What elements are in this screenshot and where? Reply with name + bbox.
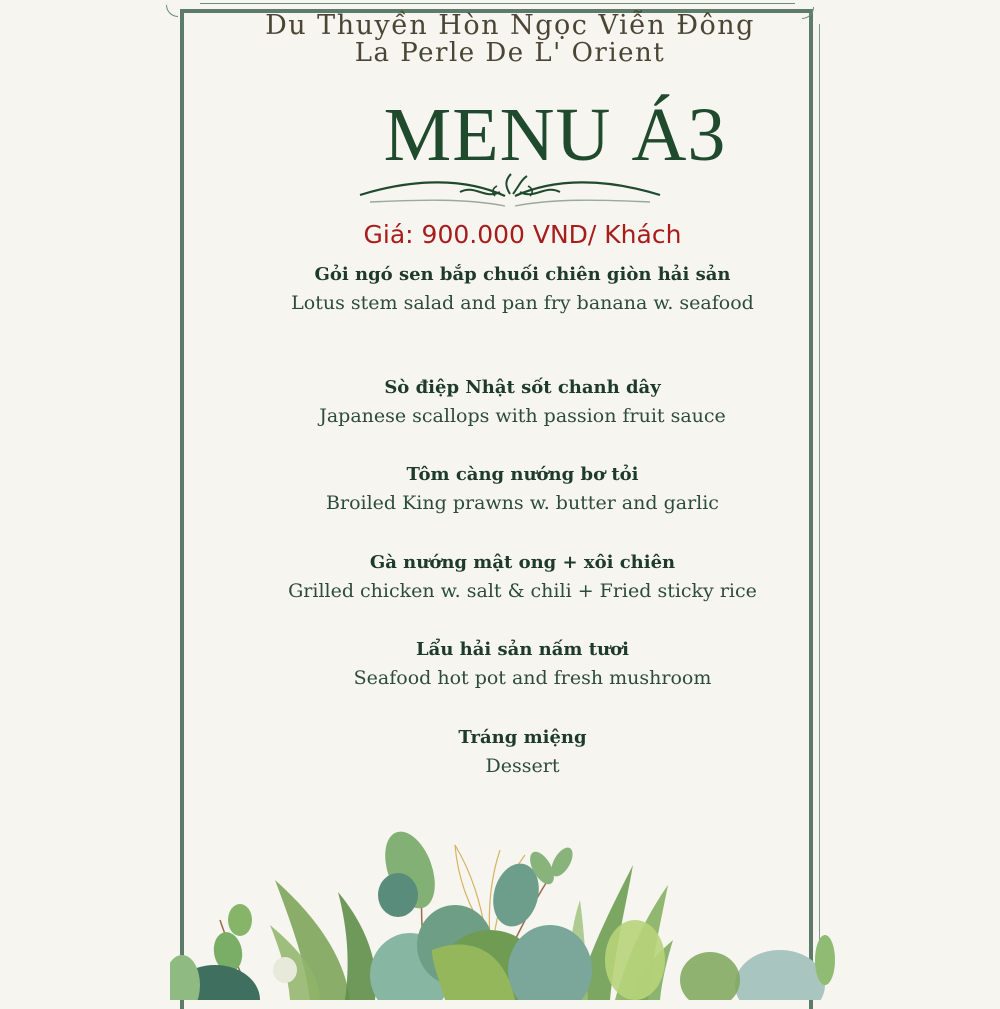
dish-name-vn: Gỏi ngó sen bắp chuối chiên giòn hải sản: [314, 264, 731, 285]
dish-name-en: Seafood hot pot and fresh mushroom: [353, 667, 712, 689]
brand-name-french: La Perle De L' Orient: [354, 38, 666, 68]
dish-item: [0, 637, 1000, 693]
dish-name-vn: Lẩu hải sản nấm tươi: [416, 639, 629, 660]
dish-item: [0, 550, 1000, 606]
frame-top-thin-line: [200, 3, 795, 4]
dish-name-en: Grilled chicken w. salt & chili + Fried sticky rice: [288, 580, 757, 602]
dish-name-vn: Gà nướng mật ong + xôi chiên: [369, 552, 676, 573]
flourish-divider-icon: [355, 170, 665, 210]
eucalyptus-foliage-icon: [170, 800, 840, 1000]
dish-item: [0, 375, 1000, 431]
dish-item: [0, 262, 1000, 318]
brand-name-vietnamese: Du Thuyền Hòn Ngọc Viễn Đông: [265, 10, 755, 41]
menu-title: MENU Á3: [383, 93, 727, 177]
dish-name-en: Lotus stem salad and pan fry banana w. seafood: [291, 292, 754, 314]
dish-item: [0, 462, 1000, 518]
dish-item: [0, 725, 1000, 781]
dish-name-en: Broiled King prawns w. butter and garlic: [326, 492, 719, 514]
dish-name-vn: Tôm càng nướng bơ tỏi: [406, 464, 639, 485]
dish-name-vn: Tráng miệng: [458, 727, 587, 748]
dish-name-vn: Sò điệp Nhật sốt chanh dây: [384, 377, 661, 398]
price-per-guest: Giá: 900.000 VND/ Khách: [363, 220, 682, 249]
dish-name-en: Japanese scallops with passion fruit sauce: [319, 405, 726, 427]
dish-name-en: Dessert: [485, 755, 560, 777]
